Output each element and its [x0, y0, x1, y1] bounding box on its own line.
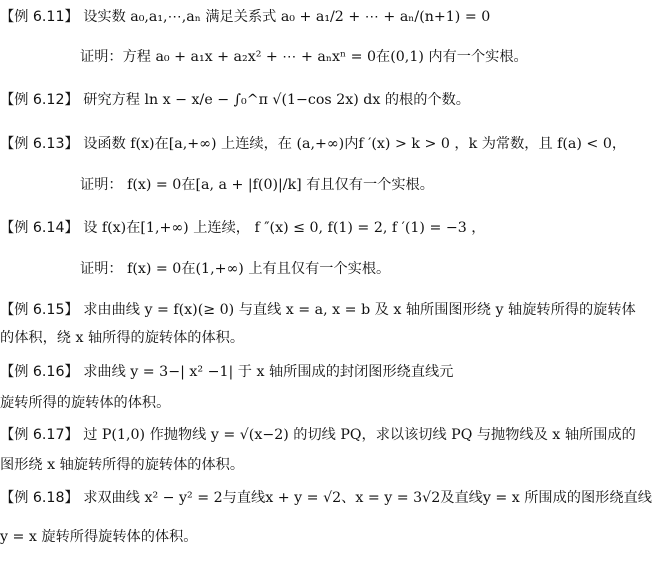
example-6-18-cont [0, 527, 198, 547]
example-text: 求双曲线 x² − y² = 2与直线x + y = √2、x = y = 3√2及直线y = x 所围成的图形绕直线 [83, 490, 652, 506]
example-text: 证明： f(x) = 0在(1,+∞) 上有且仅有一个实根。 [80, 261, 391, 277]
example-6-15 [0, 300, 636, 320]
example-text: 设实数 a₀,a₁,⋯,aₙ 满足关系式 a₀ + a₁/2 + ⋯ + aₙ/(n+1) = 0 [83, 9, 491, 25]
example-6-11-proof [80, 47, 528, 67]
example-label: 【例 6.17】 [0, 427, 79, 443]
example-label: 【例 6.13】 [0, 136, 79, 152]
example-6-12 [0, 90, 470, 110]
example-text: 图形绕 x 轴旋转所得的旋转体的体积。 [0, 457, 245, 473]
example-6-17-cont [0, 455, 244, 475]
example-6-14 [0, 218, 485, 238]
example-text: 过 P(1,0) 作抛物线 y = √(x−2) 的切线 PQ，求以该切线 PQ 与抛物线及 x 轴所围成的 [83, 427, 636, 443]
example-text: y = x 旋转所得旋转体的体积。 [0, 529, 198, 545]
example-text: 证明：方程 a₀ + a₁x + a₂x² + ⋯ + aₙxⁿ = 0在(0,1) 内有一个实根。 [80, 49, 528, 65]
example-6-16 [0, 362, 453, 382]
example-6-13 [0, 134, 626, 154]
example-6-16-cont [0, 393, 170, 413]
example-text: 设 f(x)在[1,+∞) 上连续， f ″(x) ≤ 0, f(1) = 2, f ′(1) = −3 ， [83, 220, 486, 236]
example-6-17 [0, 425, 636, 445]
example-label: 【例 6.18】 [0, 490, 79, 506]
example-text: 的体积，绕 x 轴所得的旋转体的体积。 [0, 330, 245, 346]
example-text: 设函数 f(x)在[a,+∞) 上连续，在 (a,+∞)内f ′(x) > k > 0 ，k 为常数，且 f(a) < 0， [83, 136, 627, 152]
example-label: 【例 6.12】 [0, 92, 79, 108]
example-text: 证明： f(x) = 0在[a, a + |f(0)|/k] 有且仅有一个实根。 [80, 177, 434, 193]
example-label: 【例 6.15】 [0, 302, 79, 318]
example-text: 旋转所得的旋转体的体积。 [0, 395, 171, 411]
example-6-18 [0, 488, 652, 508]
example-text: 求由曲线 y = f(x)(≥ 0) 与直线 x = a, x = b 及 x 轴所围图形绕 y 轴旋转所得的旋转体 [83, 302, 636, 318]
example-6-14-proof [80, 259, 390, 279]
example-6-11 [0, 7, 490, 27]
example-label: 【例 6.16】 [0, 364, 79, 380]
example-label: 【例 6.14】 [0, 220, 79, 236]
example-text: 研究方程 ln x − x/e − ∫₀^π √(1−cos 2x) dx 的根的个数。 [83, 92, 470, 108]
example-6-13-proof [80, 175, 434, 195]
example-label: 【例 6.11】 [0, 9, 79, 25]
example-text: 求曲线 y = 3−| x² −1| 于 x 轴所围成的封闭图形绕直线元 [83, 364, 454, 380]
example-6-15-cont [0, 328, 244, 348]
